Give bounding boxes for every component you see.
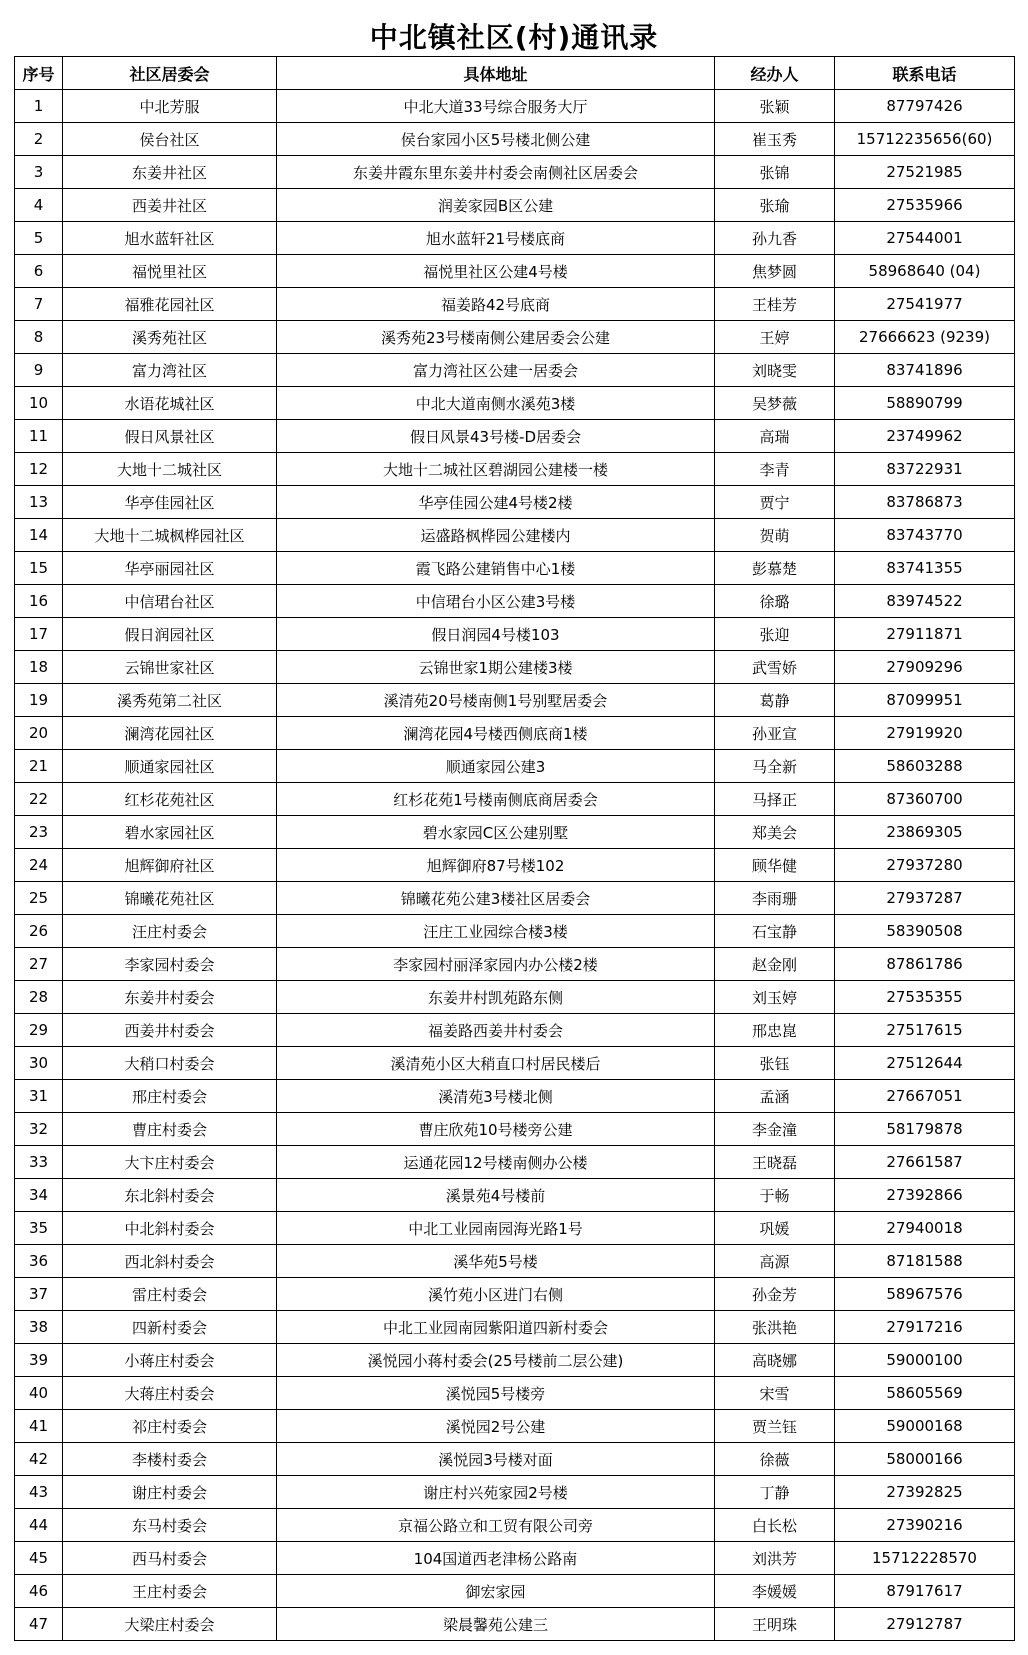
cell-contact-person: 王明珠 — [715, 1608, 835, 1641]
cell-contact-person: 丁静 — [715, 1476, 835, 1509]
cell-phone: 27390216 — [835, 1509, 1015, 1542]
cell-contact-person: 李金潼 — [715, 1113, 835, 1146]
cell-index: 29 — [15, 1014, 63, 1047]
header-community: 社区居委会 — [63, 57, 277, 90]
cell-index: 45 — [15, 1542, 63, 1575]
cell-phone: 27937280 — [835, 849, 1015, 882]
cell-contact-person: 武雪娇 — [715, 651, 835, 684]
cell-contact-person: 宋雪 — [715, 1377, 835, 1410]
table-row — [15, 684, 1015, 717]
table-row — [15, 1476, 1015, 1509]
cell-index: 8 — [15, 321, 63, 354]
cell-contact-person: 王晓磊 — [715, 1146, 835, 1179]
cell-community: 大地十二城社区 — [63, 453, 277, 486]
table-row — [15, 1575, 1015, 1608]
cell-phone: 83741355 — [835, 552, 1015, 585]
cell-address: 中北工业园南园海光路1号 — [277, 1212, 715, 1245]
cell-index: 11 — [15, 420, 63, 453]
cell-address: 104国道西老津杨公路南 — [277, 1542, 715, 1575]
table-row — [15, 387, 1015, 420]
cell-index: 5 — [15, 222, 63, 255]
cell-phone: 87861786 — [835, 948, 1015, 981]
cell-address: 霞飞路公建销售中心1楼 — [277, 552, 715, 585]
cell-contact-person: 李青 — [715, 453, 835, 486]
header-address: 具体地址 — [277, 57, 715, 90]
cell-phone: 27911871 — [835, 618, 1015, 651]
table-row — [15, 717, 1015, 750]
cell-phone: 15712235656(60) — [835, 123, 1015, 156]
table-row — [15, 1344, 1015, 1377]
cell-index: 43 — [15, 1476, 63, 1509]
cell-community: 云锦世家社区 — [63, 651, 277, 684]
cell-contact-person: 张锦 — [715, 156, 835, 189]
table-row — [15, 1377, 1015, 1410]
cell-contact-person: 马全新 — [715, 750, 835, 783]
table-row — [15, 288, 1015, 321]
cell-phone: 87360700 — [835, 783, 1015, 816]
cell-index: 31 — [15, 1080, 63, 1113]
table-row — [15, 156, 1015, 189]
cell-community: 中信珺台社区 — [63, 585, 277, 618]
table-row — [15, 849, 1015, 882]
cell-index: 10 — [15, 387, 63, 420]
cell-index: 40 — [15, 1377, 63, 1410]
cell-contact-person: 于畅 — [715, 1179, 835, 1212]
cell-index: 14 — [15, 519, 63, 552]
cell-phone: 27521985 — [835, 156, 1015, 189]
cell-address: 溪清苑3号楼北侧 — [277, 1080, 715, 1113]
table-row — [15, 882, 1015, 915]
cell-address: 中北大道33号综合服务大厅 — [277, 90, 715, 123]
table-row — [15, 1311, 1015, 1344]
cell-community: 水语花城社区 — [63, 387, 277, 420]
cell-address: 假日润园4号楼103 — [277, 618, 715, 651]
cell-contact-person: 葛静 — [715, 684, 835, 717]
cell-index: 46 — [15, 1575, 63, 1608]
cell-community: 汪庄村委会 — [63, 915, 277, 948]
cell-contact-person: 张迎 — [715, 618, 835, 651]
cell-community: 大卞庄村委会 — [63, 1146, 277, 1179]
cell-phone: 83743770 — [835, 519, 1015, 552]
cell-address: 假日风景43号楼-D居委会 — [277, 420, 715, 453]
cell-community: 谢庄村委会 — [63, 1476, 277, 1509]
table-row — [15, 1608, 1015, 1641]
cell-index: 42 — [15, 1443, 63, 1476]
cell-index: 41 — [15, 1410, 63, 1443]
cell-community: 邢庄村委会 — [63, 1080, 277, 1113]
cell-contact-person: 贺萌 — [715, 519, 835, 552]
cell-contact-person: 张钰 — [715, 1047, 835, 1080]
cell-address: 溪悦园小蒋村委会(25号楼前二层公建) — [277, 1344, 715, 1377]
cell-contact-person: 李雨珊 — [715, 882, 835, 915]
cell-index: 47 — [15, 1608, 63, 1641]
cell-phone: 58968640 (04) — [835, 255, 1015, 288]
table-row — [15, 1245, 1015, 1278]
cell-phone: 27535966 — [835, 189, 1015, 222]
cell-community: 东姜井村委会 — [63, 981, 277, 1014]
table-row — [15, 915, 1015, 948]
cell-contact-person: 贾宁 — [715, 486, 835, 519]
header-row — [15, 57, 1015, 90]
cell-community: 华亭丽园社区 — [63, 552, 277, 585]
cell-phone: 58605569 — [835, 1377, 1015, 1410]
cell-contact-person: 巩媛 — [715, 1212, 835, 1245]
cell-phone: 27917216 — [835, 1311, 1015, 1344]
cell-address: 溪景苑4号楼前 — [277, 1179, 715, 1212]
cell-address: 东姜井村凯苑路东侧 — [277, 981, 715, 1014]
page-title: 中北镇社区(村)通讯录 — [369, 21, 659, 54]
table-row — [15, 948, 1015, 981]
cell-community: 东姜井社区 — [63, 156, 277, 189]
cell-index: 17 — [15, 618, 63, 651]
cell-phone: 59000168 — [835, 1410, 1015, 1443]
cell-address: 溪华苑5号楼 — [277, 1245, 715, 1278]
cell-phone: 58390508 — [835, 915, 1015, 948]
cell-phone: 27940018 — [835, 1212, 1015, 1245]
cell-community: 西北斜村委会 — [63, 1245, 277, 1278]
cell-contact-person: 白长松 — [715, 1509, 835, 1542]
cell-address: 梁晨馨苑公建三 — [277, 1608, 715, 1641]
cell-index: 4 — [15, 189, 63, 222]
table-row — [15, 486, 1015, 519]
table-row — [15, 90, 1015, 123]
cell-address: 旭辉御府87号楼102 — [277, 849, 715, 882]
cell-community: 红杉花苑社区 — [63, 783, 277, 816]
cell-community: 王庄村委会 — [63, 1575, 277, 1608]
cell-phone: 58967576 — [835, 1278, 1015, 1311]
cell-contact-person: 崔玉秀 — [715, 123, 835, 156]
contact-table — [14, 56, 1015, 1641]
cell-contact-person: 张洪艳 — [715, 1311, 835, 1344]
cell-contact-person: 焦梦圆 — [715, 255, 835, 288]
cell-phone: 27541977 — [835, 288, 1015, 321]
cell-address: 溪秀苑23号楼南侧公建居委会公建 — [277, 321, 715, 354]
table-row — [15, 1113, 1015, 1146]
cell-contact-person: 高源 — [715, 1245, 835, 1278]
cell-contact-person: 孙金芳 — [715, 1278, 835, 1311]
cell-contact-person: 彭慕楚 — [715, 552, 835, 585]
cell-index: 20 — [15, 717, 63, 750]
cell-community: 大地十二城枫桦园社区 — [63, 519, 277, 552]
cell-contact-person: 徐薇 — [715, 1443, 835, 1476]
cell-phone: 58000166 — [835, 1443, 1015, 1476]
cell-address: 旭水蓝轩21号楼底商 — [277, 222, 715, 255]
cell-address: 汪庄工业园综合楼3楼 — [277, 915, 715, 948]
cell-community: 李楼村委会 — [63, 1443, 277, 1476]
cell-phone: 27517615 — [835, 1014, 1015, 1047]
cell-index: 19 — [15, 684, 63, 717]
cell-address: 福悦里社区公建4号楼 — [277, 255, 715, 288]
cell-phone: 23869305 — [835, 816, 1015, 849]
cell-index: 28 — [15, 981, 63, 1014]
cell-community: 旭辉御府社区 — [63, 849, 277, 882]
cell-address: 华亭佳园公建4号楼2楼 — [277, 486, 715, 519]
cell-contact-person: 邢忠崑 — [715, 1014, 835, 1047]
cell-contact-person: 吴梦薇 — [715, 387, 835, 420]
table-row — [15, 750, 1015, 783]
cell-community: 假日风景社区 — [63, 420, 277, 453]
cell-address: 溪清苑20号楼南侧1号别墅居委会 — [277, 684, 715, 717]
cell-address: 碧水家园C区公建别墅 — [277, 816, 715, 849]
table-row — [15, 519, 1015, 552]
cell-address: 锦曦花苑公建3楼社区居委会 — [277, 882, 715, 915]
cell-community: 澜湾花园社区 — [63, 717, 277, 750]
cell-contact-person: 张瑜 — [715, 189, 835, 222]
cell-contact-person: 张颖 — [715, 90, 835, 123]
cell-community: 富力湾社区 — [63, 354, 277, 387]
table-row — [15, 255, 1015, 288]
table-row — [15, 1278, 1015, 1311]
cell-index: 6 — [15, 255, 63, 288]
cell-index: 30 — [15, 1047, 63, 1080]
cell-index: 32 — [15, 1113, 63, 1146]
cell-community: 大蒋庄村委会 — [63, 1377, 277, 1410]
table-row — [15, 1509, 1015, 1542]
cell-contact-person: 顾华健 — [715, 849, 835, 882]
cell-index: 44 — [15, 1509, 63, 1542]
cell-address: 溪清苑小区大稍直口村居民楼后 — [277, 1047, 715, 1080]
cell-address: 云锦世家1期公建楼3楼 — [277, 651, 715, 684]
cell-community: 西姜井社区 — [63, 189, 277, 222]
cell-community: 西姜井村委会 — [63, 1014, 277, 1047]
cell-phone: 15712228570 — [835, 1542, 1015, 1575]
cell-phone: 27512644 — [835, 1047, 1015, 1080]
cell-contact-person: 刘洪芳 — [715, 1542, 835, 1575]
cell-address: 澜湾花园4号楼西侧底商1楼 — [277, 717, 715, 750]
table-body — [15, 90, 1015, 1641]
cell-address: 溪竹苑小区进门右侧 — [277, 1278, 715, 1311]
cell-contact-person: 石宝静 — [715, 915, 835, 948]
cell-index: 13 — [15, 486, 63, 519]
cell-community: 碧水家园社区 — [63, 816, 277, 849]
table-row — [15, 981, 1015, 1014]
cell-phone: 58179878 — [835, 1113, 1015, 1146]
cell-community: 曹庄村委会 — [63, 1113, 277, 1146]
table-row — [15, 189, 1015, 222]
cell-phone: 27919920 — [835, 717, 1015, 750]
header-index: 序号 — [15, 57, 63, 90]
cell-address: 李家园村丽泽家园内办公楼2楼 — [277, 948, 715, 981]
cell-address: 运盛路枫桦园公建楼内 — [277, 519, 715, 552]
table-row — [15, 123, 1015, 156]
cell-phone: 27535355 — [835, 981, 1015, 1014]
cell-index: 2 — [15, 123, 63, 156]
cell-index: 25 — [15, 882, 63, 915]
cell-index: 12 — [15, 453, 63, 486]
cell-address: 富力湾社区公建一居委会 — [277, 354, 715, 387]
table-row — [15, 453, 1015, 486]
cell-address: 中北大道南侧水溪苑3楼 — [277, 387, 715, 420]
cell-community: 侯台社区 — [63, 123, 277, 156]
cell-address: 润姜家园B区公建 — [277, 189, 715, 222]
cell-community: 西马村委会 — [63, 1542, 277, 1575]
cell-contact-person: 高晓娜 — [715, 1344, 835, 1377]
cell-contact-person: 郑美会 — [715, 816, 835, 849]
cell-index: 38 — [15, 1311, 63, 1344]
cell-address: 东姜井霞东里东姜井村委会南侧社区居委会 — [277, 156, 715, 189]
cell-phone: 87917617 — [835, 1575, 1015, 1608]
cell-phone: 83786873 — [835, 486, 1015, 519]
cell-contact-person: 孙亚宣 — [715, 717, 835, 750]
cell-phone: 27544001 — [835, 222, 1015, 255]
cell-phone: 87099951 — [835, 684, 1015, 717]
cell-address: 中北工业园南园紫阳道四新村委会 — [277, 1311, 715, 1344]
table-row — [15, 1146, 1015, 1179]
cell-address: 溪悦园2号公建 — [277, 1410, 715, 1443]
cell-phone: 87797426 — [835, 90, 1015, 123]
cell-index: 7 — [15, 288, 63, 321]
cell-phone: 27666623 (9239) — [835, 321, 1015, 354]
cell-index: 3 — [15, 156, 63, 189]
table-row — [15, 1212, 1015, 1245]
cell-community: 假日润园社区 — [63, 618, 277, 651]
table-row — [15, 1179, 1015, 1212]
cell-index: 26 — [15, 915, 63, 948]
cell-index: 37 — [15, 1278, 63, 1311]
table-row — [15, 354, 1015, 387]
cell-index: 24 — [15, 849, 63, 882]
table-row — [15, 1410, 1015, 1443]
cell-address: 溪悦园3号楼对面 — [277, 1443, 715, 1476]
cell-community: 顺通家园社区 — [63, 750, 277, 783]
table-row — [15, 618, 1015, 651]
cell-contact-person: 王婷 — [715, 321, 835, 354]
cell-phone: 59000100 — [835, 1344, 1015, 1377]
table-row — [15, 585, 1015, 618]
cell-community: 雷庄村委会 — [63, 1278, 277, 1311]
cell-contact-person: 刘玉婷 — [715, 981, 835, 1014]
table-row — [15, 321, 1015, 354]
cell-index: 9 — [15, 354, 63, 387]
cell-phone: 83974522 — [835, 585, 1015, 618]
table-row — [15, 816, 1015, 849]
cell-index: 22 — [15, 783, 63, 816]
table-row — [15, 783, 1015, 816]
cell-phone: 27661587 — [835, 1146, 1015, 1179]
cell-contact-person: 贾兰钰 — [715, 1410, 835, 1443]
cell-contact-person: 孟涵 — [715, 1080, 835, 1113]
cell-contact-person: 徐璐 — [715, 585, 835, 618]
table-row — [15, 1080, 1015, 1113]
cell-community: 祁庄村委会 — [63, 1410, 277, 1443]
cell-address: 红杉花苑1号楼南侧底商居委会 — [277, 783, 715, 816]
table-row — [15, 651, 1015, 684]
cell-community: 东北斜村委会 — [63, 1179, 277, 1212]
header-phone: 联系电话 — [835, 57, 1015, 90]
cell-community: 锦曦花苑社区 — [63, 882, 277, 915]
cell-index: 36 — [15, 1245, 63, 1278]
cell-contact-person: 李媛媛 — [715, 1575, 835, 1608]
table-row — [15, 1047, 1015, 1080]
cell-index: 35 — [15, 1212, 63, 1245]
cell-address: 侯台家园小区5号楼北侧公建 — [277, 123, 715, 156]
cell-community: 东马村委会 — [63, 1509, 277, 1542]
cell-index: 34 — [15, 1179, 63, 1212]
cell-contact-person: 王桂芳 — [715, 288, 835, 321]
cell-index: 18 — [15, 651, 63, 684]
cell-address: 御宏家园 — [277, 1575, 715, 1608]
cell-phone: 27392825 — [835, 1476, 1015, 1509]
cell-community: 小蒋庄村委会 — [63, 1344, 277, 1377]
cell-contact-person: 马择正 — [715, 783, 835, 816]
cell-community: 李家园村委会 — [63, 948, 277, 981]
cell-community: 中北芳服 — [63, 90, 277, 123]
cell-address: 福姜路42号底商 — [277, 288, 715, 321]
table-row — [15, 222, 1015, 255]
cell-address: 中信珺台小区公建3号楼 — [277, 585, 715, 618]
cell-address: 溪悦园5号楼旁 — [277, 1377, 715, 1410]
cell-phone: 27937287 — [835, 882, 1015, 915]
cell-community: 大梁庄村委会 — [63, 1608, 277, 1641]
cell-contact-person: 赵金刚 — [715, 948, 835, 981]
cell-community: 大稍口村委会 — [63, 1047, 277, 1080]
cell-phone: 23749962 — [835, 420, 1015, 453]
table-row — [15, 1542, 1015, 1575]
cell-phone: 83741896 — [835, 354, 1015, 387]
cell-phone: 58603288 — [835, 750, 1015, 783]
table-row — [15, 1014, 1015, 1047]
cell-address: 谢庄村兴苑家园2号楼 — [277, 1476, 715, 1509]
cell-phone: 87181588 — [835, 1245, 1015, 1278]
cell-index: 27 — [15, 948, 63, 981]
cell-phone: 27909296 — [835, 651, 1015, 684]
cell-community: 旭水蓝轩社区 — [63, 222, 277, 255]
cell-phone: 58890799 — [835, 387, 1015, 420]
cell-phone: 27392866 — [835, 1179, 1015, 1212]
cell-address: 运通花园12号楼南侧办公楼 — [277, 1146, 715, 1179]
cell-address: 曹庄欣苑10号楼旁公建 — [277, 1113, 715, 1146]
cell-phone: 27667051 — [835, 1080, 1015, 1113]
cell-contact-person: 刘晓雯 — [715, 354, 835, 387]
cell-phone: 83722931 — [835, 453, 1015, 486]
cell-index: 39 — [15, 1344, 63, 1377]
cell-index: 15 — [15, 552, 63, 585]
cell-index: 1 — [15, 90, 63, 123]
header-contact-person: 经办人 — [715, 57, 835, 90]
cell-contact-person: 高瑞 — [715, 420, 835, 453]
cell-community: 华亭佳园社区 — [63, 486, 277, 519]
cell-index: 21 — [15, 750, 63, 783]
cell-index: 33 — [15, 1146, 63, 1179]
cell-phone: 27912787 — [835, 1608, 1015, 1641]
cell-community: 中北斜村委会 — [63, 1212, 277, 1245]
cell-address: 京福公路立和工贸有限公司旁 — [277, 1509, 715, 1542]
cell-address: 大地十二城社区碧湖园公建楼一楼 — [277, 453, 715, 486]
cell-community: 溪秀苑第二社区 — [63, 684, 277, 717]
cell-address: 福姜路西姜井村委会 — [277, 1014, 715, 1047]
cell-community: 四新村委会 — [63, 1311, 277, 1344]
cell-contact-person: 孙九香 — [715, 222, 835, 255]
table-row — [15, 1443, 1015, 1476]
cell-community: 溪秀苑社区 — [63, 321, 277, 354]
cell-address: 顺通家园公建3 — [277, 750, 715, 783]
cell-community: 福雅花园社区 — [63, 288, 277, 321]
table-row — [15, 420, 1015, 453]
cell-index: 23 — [15, 816, 63, 849]
cell-index: 16 — [15, 585, 63, 618]
contact-sheet — [14, 16, 1014, 1641]
cell-community: 福悦里社区 — [63, 255, 277, 288]
table-row — [15, 552, 1015, 585]
